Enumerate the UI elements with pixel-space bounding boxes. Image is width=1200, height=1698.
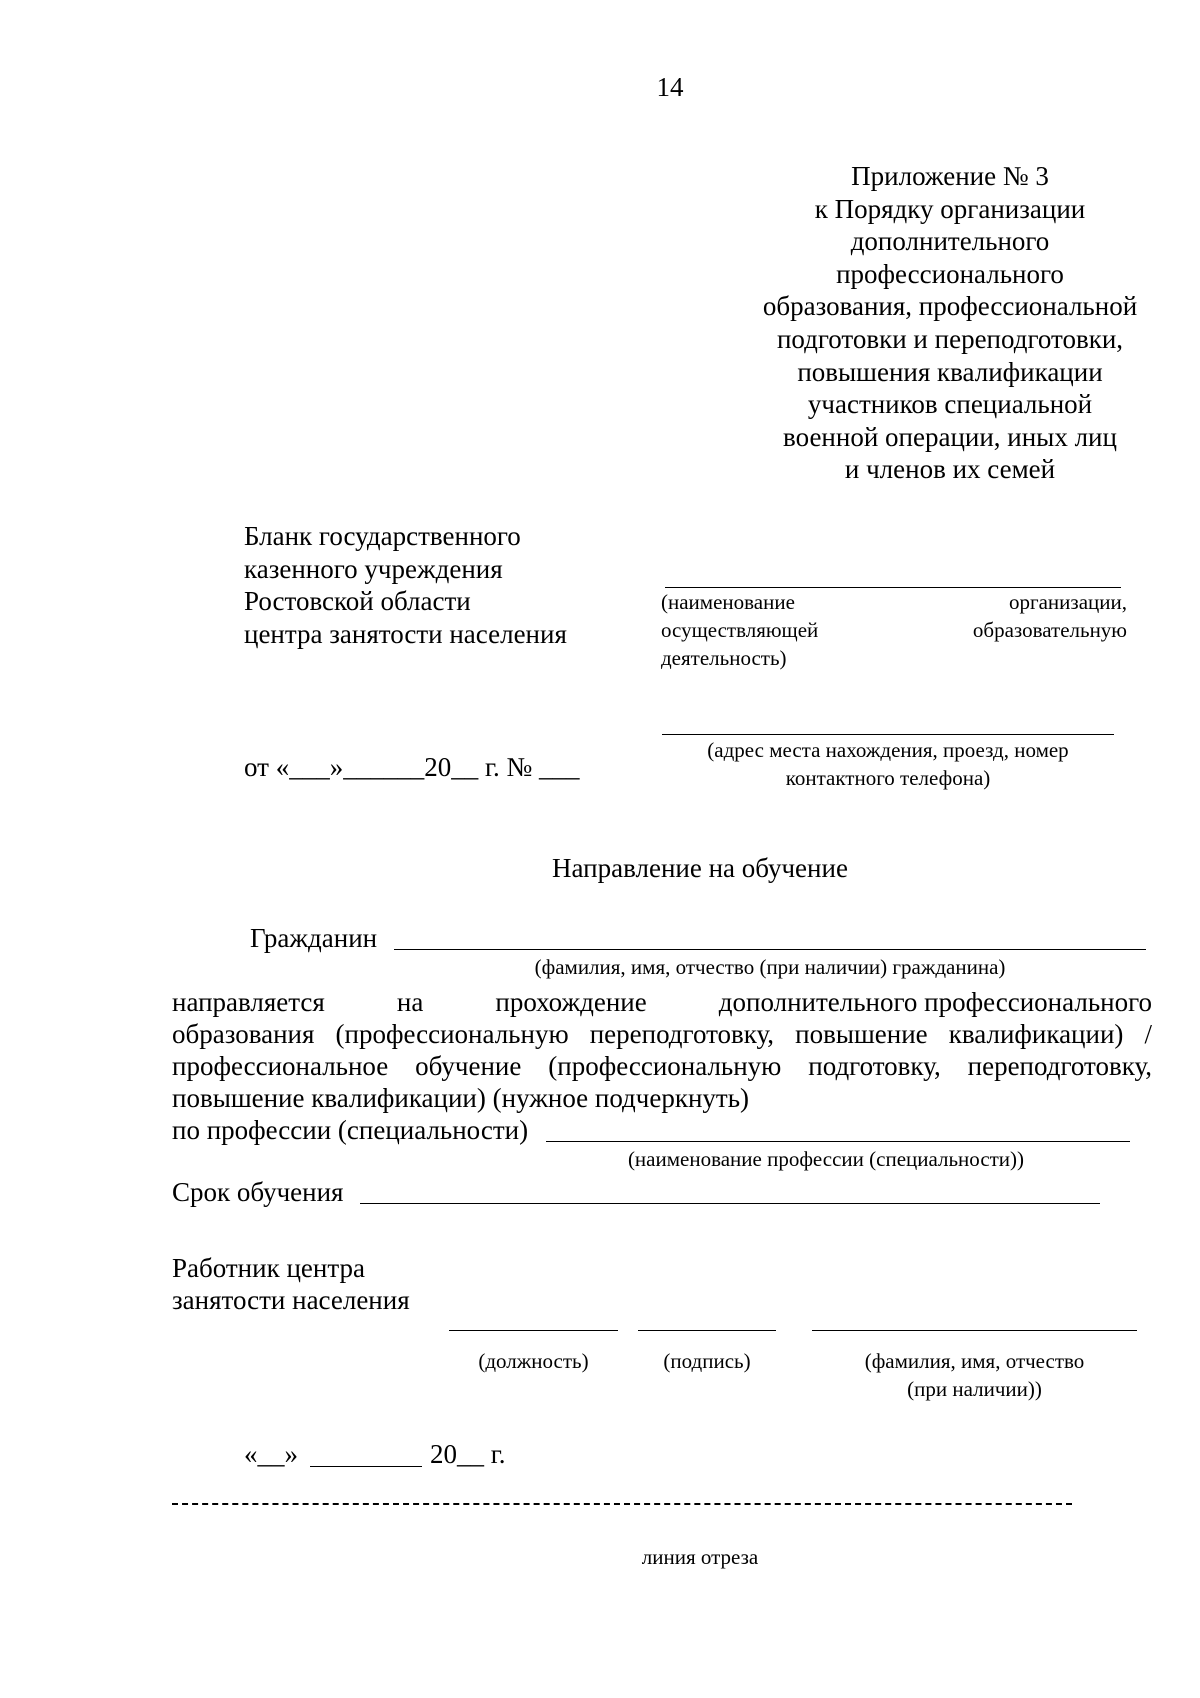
citizen-name-field[interactable] [394,949,1146,950]
address-caption-line: (адрес места нахождения, проезд, номер [707,738,1069,762]
body-word: прохождение [495,987,647,1017]
bottom-date-month-field[interactable] [310,1466,422,1467]
citizen-label: Гражданин [250,923,378,953]
appendix-line: к Порядку организации [814,193,1086,224]
worker-signature-caption: (подпись) [663,1349,751,1373]
org-caption-part: (наименование [661,590,795,614]
appendix-line: дополнительного [850,226,1050,257]
issuer-line: центра занятости населения [244,618,567,649]
body-word: на [396,987,424,1017]
org-caption-part: организации, [1009,590,1127,614]
appendix-line: подготовки и переподготовки, [776,323,1124,354]
issuer-line: казенного учреждения [244,553,503,584]
page-number: 14 [656,72,684,102]
worker-name-caption-line: (фамилия, имя, отчество [864,1349,1085,1373]
cut-line-label: линия отреза [641,1545,759,1569]
address-caption-line: контактного телефона) [785,766,991,790]
body-word: направляется [172,987,325,1017]
appendix-line: образования, профессиональной [762,291,1138,322]
worker-label-line-2: занятости населения [172,1285,410,1315]
citizen-caption: (фамилия, имя, отчество (при наличии) гражданина) [534,955,1006,979]
body-line-4: повышение квалификации) (нужное подчеркнуть) [172,1083,750,1113]
appendix-header [740,160,1160,486]
worker-name-caption-line: (при наличии)) [907,1377,1042,1401]
worker-position-caption: (должность) [478,1349,589,1373]
appendix-line: повышения квалификации [797,356,1103,387]
body-line-1 [172,986,1152,1018]
appendix-line: участников специальной [807,389,1093,420]
profession-caption: (наименование профессии (специальности)) [627,1147,1025,1171]
worker-name-field[interactable] [812,1330,1137,1331]
worker-name-caption [812,1347,1137,1403]
date-number-line[interactable]: от «___»______20__ г. № ___ [244,752,580,782]
profession-label: по профессии (специальности) [172,1115,529,1145]
bottom-date-day[interactable]: «__» [244,1439,298,1469]
duration-field[interactable] [360,1203,1100,1204]
appendix-line: Приложение № 3 [851,161,1049,191]
appendix-line: военной операции, иных лиц [783,421,1117,452]
issuer-block [244,520,567,650]
org-name-caption [661,588,1127,672]
body-line-2: образования (профессиональную переподготовку, повышение квалификации) / [172,1019,1152,1049]
issuer-line: Бланк государственного [244,521,521,551]
appendix-line: и членов их семей [844,454,1056,485]
appendix-line: профессионального [836,258,1064,289]
duration-label: Срок обучения [172,1177,344,1207]
org-caption-part: образовательную [972,618,1127,642]
profession-field[interactable] [546,1141,1130,1142]
bottom-date-year[interactable]: 20__ г. [430,1439,506,1469]
address-field[interactable] [662,734,1114,735]
body-line-3: профессиональное обучение (профессиональную подготовку, переподготовку, [172,1051,1152,1081]
worker-signature-field[interactable] [638,1330,776,1331]
cut-line [172,1503,1072,1505]
address-caption [662,736,1114,792]
org-caption-part: деятельность) [661,646,787,670]
org-caption-part: осуществляющей [661,618,819,642]
body-word: дополнительного профессионального [718,987,1152,1017]
issuer-line: Ростовской области [244,586,471,616]
worker-label-line-1: Работник центра [172,1253,365,1283]
worker-position-field[interactable] [449,1330,618,1331]
document-title: Направление на обучение [552,853,848,883]
